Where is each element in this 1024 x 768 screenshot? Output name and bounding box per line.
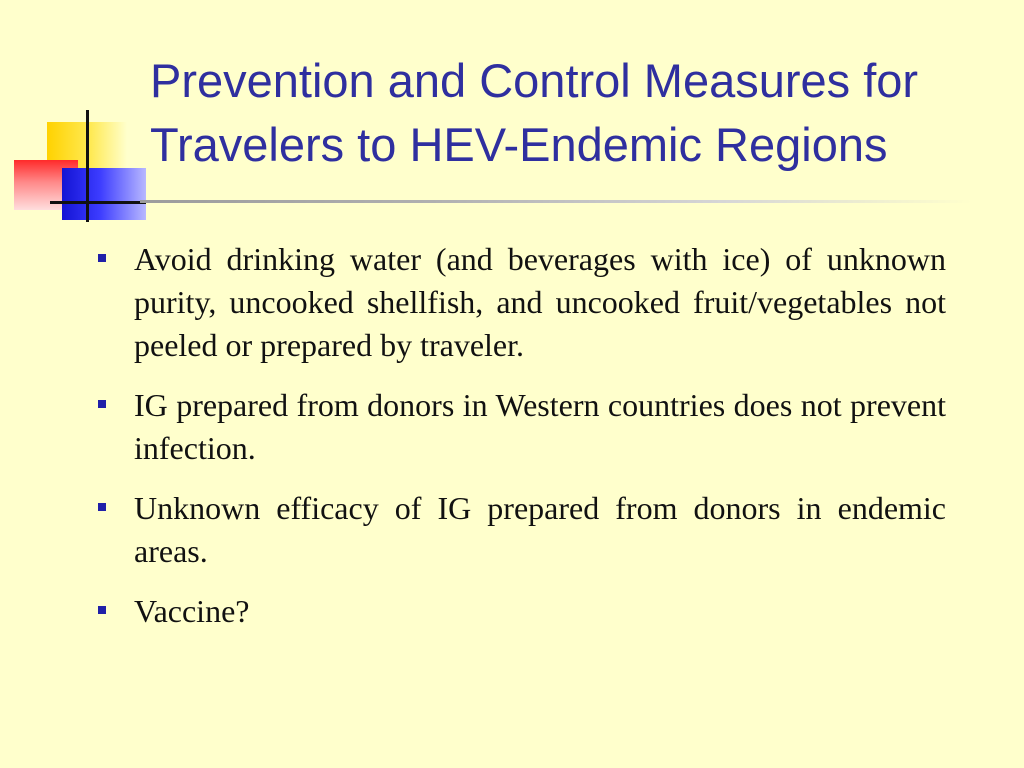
bullet-text: Vaccine? [134,593,250,629]
square-bullet-icon [98,400,106,408]
square-bullet-icon [98,503,106,511]
slide-title: Prevention and Control Measures for Travelers to HEV-Endemic Regions [150,54,919,171]
bullet-text: Avoid drinking water (and beverages with ice) of unknown purity, uncooked shellfish, and uncooked fruit/vegetables not peeled or prepared by traveler. [134,241,946,363]
bullet-text: Unknown efficacy of IG prepared from donors in endemic areas. [134,490,946,569]
horizontal-rule-line [50,201,146,204]
bullet-item [98,487,946,573]
bullet-item [98,384,946,470]
blue-block-shape [62,168,146,220]
square-bullet-icon [98,606,106,614]
bullet-text: IG prepared from donors in Western countries does not prevent infection. [134,387,946,466]
bullet-item [98,238,946,367]
bullet-list [98,238,946,633]
vertical-rule-line [86,110,89,222]
bullet-item [98,590,946,633]
square-bullet-icon [98,254,106,262]
title-divider [140,200,972,203]
